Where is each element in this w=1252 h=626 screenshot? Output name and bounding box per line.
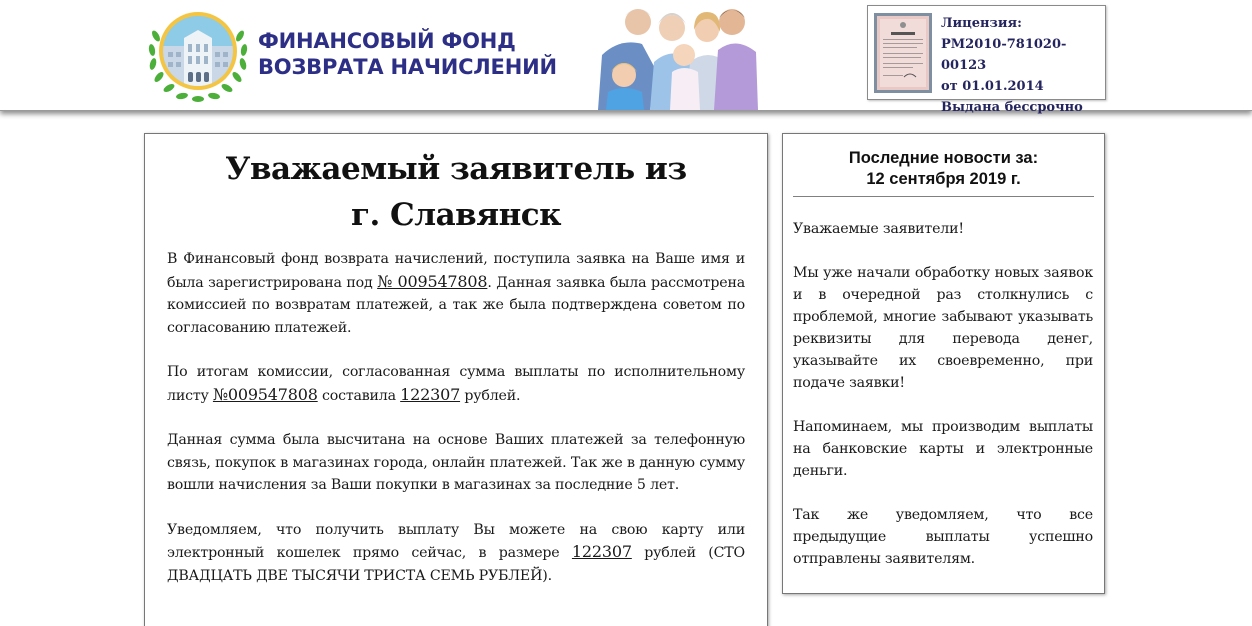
- brand-name: [258, 28, 557, 80]
- paragraph-calculation: Данная сумма была высчитана на основе Ваших платежей за телефонную связь, покупок в магазинах города, онлайн платежей. Так же в данную сумму вошли начисления за Ваши покупки в магазинах за последние 5 лет.: [167, 432, 745, 493]
- news-title-line-1: Последние новости за:: [848, 149, 1039, 167]
- text: . Данная заявка была рассмотрена комиссией по возвратам платежей, а так же была подтверждена советом по согласованию платежей.: [167, 274, 745, 336]
- news-sidebar: [782, 133, 1105, 594]
- license-details: [941, 13, 1105, 118]
- text: Уведомляем, что получить выплату Вы можете на свою карту или электронный кошелек прямо сейчас, в размере: [167, 521, 745, 561]
- paragraph-commission: [167, 361, 745, 407]
- site-header: [0, 0, 1252, 115]
- title-line-2: г. Славянск: [350, 197, 562, 233]
- news-paragraph: Так же уведомляем, что все предыдущие выплаты успешно отправлены заявителям.: [793, 507, 1093, 567]
- text: рублей (СТО ДВАДЦАТЬ ДВЕ ТЫСЯЧИ ТРИСТА СЕМЬ РУБЛЕЙ).: [167, 545, 745, 584]
- family-photo-image: [580, 0, 760, 110]
- text: рублей.: [460, 387, 521, 404]
- news-date: 12 сентября 2019 г.: [866, 170, 1021, 188]
- license-box: [867, 5, 1106, 115]
- text: В Финансовый фонд возврата начислений, поступила заявка на Ваше имя и была зарегистрирована под: [167, 251, 745, 291]
- news-paragraph: Напоминаем, мы производим выплаты на банковские карты и электронные деньги.: [793, 419, 1093, 479]
- news-title: [793, 148, 1094, 197]
- writ-number: №009547808: [212, 384, 318, 404]
- text: составила: [317, 387, 401, 404]
- title-line-1: Уважаемый заявитель из: [225, 151, 687, 187]
- license-validity: Выдана бессрочно: [941, 100, 1083, 115]
- news-paragraph: Уважаемые заявители!: [793, 221, 964, 237]
- page-title: [167, 146, 745, 238]
- paragraph-notification: [167, 519, 745, 588]
- license-number: РМ2010-781020-00123: [941, 37, 1067, 73]
- license-date: от 01.01.2014: [941, 79, 1044, 94]
- license-document-icon: [874, 13, 932, 93]
- payout-amount: 122307: [400, 384, 461, 404]
- payout-amount: 122307: [571, 542, 632, 561]
- application-number: № 009547808: [377, 271, 488, 291]
- news-paragraph: Мы уже начали обработку новых заявок и в очередной раз столкнулись с проблемой, многие забывают указывать реквизиты для перевода денег, указывайте их своевременно, при подаче заявки!: [793, 265, 1093, 391]
- building-laurel-logo-icon: [148, 6, 248, 102]
- news-body: [783, 197, 1104, 570]
- brand-line-1: ФИНАНСОВЫЙ ФОНД: [258, 29, 516, 53]
- main-content-panel: [144, 133, 768, 626]
- paragraph-application: [167, 248, 745, 339]
- text: По итогам комиссии, согласованная сумма выплаты по исполнительному листу: [167, 364, 745, 404]
- brand-line-2: ВОЗВРАТА НАЧИСЛЕНИЙ: [258, 55, 557, 79]
- license-label: Лицензия:: [941, 16, 1022, 31]
